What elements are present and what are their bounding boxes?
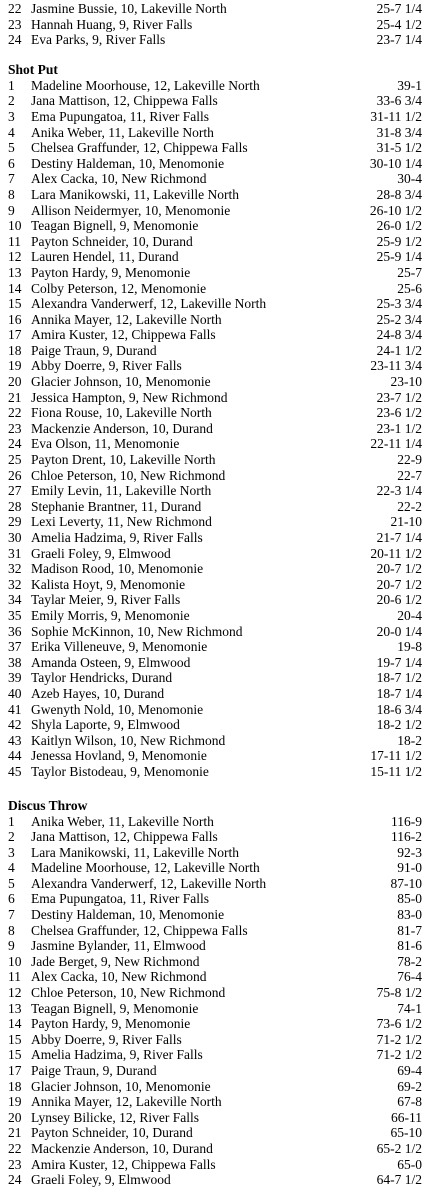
athlete: Graeli Foley, 9, Elmwood xyxy=(31,1172,171,1188)
mark: 78-2 xyxy=(397,953,422,969)
place: 2 xyxy=(8,93,15,109)
mark: 71-2 1/2 xyxy=(376,1047,422,1063)
mark: 25-2 3/4 xyxy=(376,311,422,327)
mark: 25-3 3/4 xyxy=(376,296,422,312)
athlete: Lauren Hendel, 11, Durand xyxy=(31,249,179,265)
discus-throw-results xyxy=(0,814,447,1188)
result-row xyxy=(0,733,447,749)
result-row xyxy=(0,702,447,718)
mark: 23-11 3/4 xyxy=(370,358,422,374)
result-row xyxy=(0,686,447,702)
place: 7 xyxy=(8,907,15,923)
place: 35 xyxy=(8,607,22,623)
athlete: Teagan Bignell, 9, Menomonie xyxy=(31,218,199,234)
athlete: Chloe Peterson, 10, New Richmond xyxy=(31,985,226,1001)
result-row xyxy=(0,592,447,608)
result-row xyxy=(0,343,447,359)
athlete: Jessica Hampton, 9, New Richmond xyxy=(31,389,228,405)
mark: 87-10 xyxy=(390,875,422,891)
athlete: Gwenyth Nold, 10, Menomonie xyxy=(31,701,204,717)
result-row xyxy=(0,1141,447,1157)
mark: 25-7 1/4 xyxy=(376,1,422,16)
mark: 19-7 1/4 xyxy=(376,654,422,670)
athlete: Amanda Osteen, 9, Elmwood xyxy=(31,654,191,670)
result-row xyxy=(0,281,447,297)
result-row xyxy=(0,203,447,219)
athlete: Payton Schneider, 10, Durand xyxy=(31,1125,193,1141)
athlete: Mackenzie Anderson, 10, Durand xyxy=(31,1140,213,1156)
place: 1 xyxy=(8,77,15,93)
result-row xyxy=(0,125,447,141)
athlete: Emily Morris, 9, Menomonie xyxy=(31,607,190,623)
athlete: Alexandra Vanderwerf, 12, Lakeville North xyxy=(31,875,267,891)
mark: 23-6 1/2 xyxy=(376,405,422,421)
mark: 25-9 1/4 xyxy=(376,249,422,265)
result-row xyxy=(0,1001,447,1017)
result-row xyxy=(0,876,447,892)
mark: 39-1 xyxy=(397,77,422,93)
athlete: Alex Cacka, 10, New Richmond xyxy=(31,969,207,985)
result-row xyxy=(0,860,447,876)
place: 17 xyxy=(8,327,22,343)
athlete: Payton Hardy, 9, Menomonie xyxy=(31,264,191,280)
mark: 25-9 1/2 xyxy=(376,233,422,249)
mark: 23-10 xyxy=(390,374,422,390)
result-row xyxy=(0,405,447,421)
mark: 33-6 3/4 xyxy=(376,93,422,109)
athlete: Abby Doerre, 9, River Falls xyxy=(31,358,182,374)
place: 28 xyxy=(8,498,22,514)
place: 25 xyxy=(8,452,22,468)
result-row xyxy=(0,546,447,562)
place: 19 xyxy=(8,1094,22,1110)
mark: 92-3 xyxy=(397,844,422,860)
mark: 64-7 1/2 xyxy=(376,1172,422,1188)
athlete: Azeb Hayes, 10, Durand xyxy=(31,685,165,701)
result-row xyxy=(0,717,447,733)
mark: 22-9 xyxy=(397,452,422,468)
mark: 18-7 1/2 xyxy=(376,670,422,686)
result-row xyxy=(0,17,447,33)
mark: 18-2 xyxy=(397,732,422,748)
place: 45 xyxy=(8,763,22,779)
mark: 28-8 3/4 xyxy=(376,186,422,202)
result-row xyxy=(0,748,447,764)
athlete: Payton Hardy, 9, Menomonie xyxy=(31,1016,191,1032)
athlete: Sophie McKinnon, 10, New Richmond xyxy=(31,623,243,639)
mark: 65-0 xyxy=(397,1156,422,1172)
mark: 81-7 xyxy=(397,922,422,938)
result-row xyxy=(0,561,447,577)
result-row xyxy=(0,265,447,281)
result-row xyxy=(0,1063,447,1079)
place: 13 xyxy=(8,264,22,280)
result-row xyxy=(0,1094,447,1110)
place: 43 xyxy=(8,732,22,748)
mark: 67-8 xyxy=(397,1094,422,1110)
place: 12 xyxy=(8,249,22,265)
result-row xyxy=(0,1,447,17)
athlete: Hannah Huang, 9, River Falls xyxy=(31,16,193,32)
result-row xyxy=(0,923,447,939)
place: 9 xyxy=(8,202,15,218)
mark: 18-7 1/4 xyxy=(376,685,422,701)
place: 15 xyxy=(8,296,22,312)
mark: 24-1 1/2 xyxy=(376,342,422,358)
result-row xyxy=(0,655,447,671)
discus-throw-section xyxy=(0,798,447,1188)
place: 21 xyxy=(8,1125,22,1141)
mark: 66-11 xyxy=(391,1109,422,1125)
athlete: Erika Villeneuve, 9, Menomonie xyxy=(31,639,208,655)
athlete: Teagan Bignell, 9, Menomonie xyxy=(31,1000,199,1016)
place: 22 xyxy=(8,1140,22,1156)
mark: 31-8 3/4 xyxy=(376,124,422,140)
shot-put-section xyxy=(0,62,447,780)
place: 5 xyxy=(8,875,15,891)
mark: 69-4 xyxy=(397,1063,422,1078)
mark: 23-1 1/2 xyxy=(376,420,422,436)
mark: 19-8 xyxy=(397,639,422,655)
mark: 81-6 xyxy=(397,938,422,954)
athlete: Chelsea Graffunder, 12, Chippewa Falls xyxy=(31,140,248,156)
mark: 65-10 xyxy=(390,1125,422,1141)
athlete: Jasmine Bussie, 10, Lakeville North xyxy=(31,1,227,16)
discus-throw-heading: Discus Throw xyxy=(8,797,88,813)
athlete: Amelia Hadzima, 9, River Falls xyxy=(31,1047,203,1063)
result-row xyxy=(0,1125,447,1141)
result-row xyxy=(0,639,447,655)
mark: 30-4 xyxy=(397,171,422,187)
place: 22 xyxy=(8,1,22,16)
athlete: Ema Pupungatoa, 11, River Falls xyxy=(31,891,209,907)
place: 23 xyxy=(8,1156,22,1172)
place: 22 xyxy=(8,405,22,421)
place: 11 xyxy=(8,969,21,985)
mark: 31-5 1/2 xyxy=(376,140,422,156)
athlete: Lara Manikowski, 11, Lakeville North xyxy=(31,844,239,860)
result-row xyxy=(0,249,447,265)
result-row xyxy=(0,954,447,970)
result-row xyxy=(0,32,447,48)
mark: 20-7 1/2 xyxy=(376,576,422,592)
result-row xyxy=(0,907,447,923)
place: 9 xyxy=(8,938,15,954)
mark: 85-0 xyxy=(397,891,422,907)
mark: 73-6 1/2 xyxy=(376,1016,422,1032)
mark: 31-11 1/2 xyxy=(370,108,422,124)
mark: 18-2 1/2 xyxy=(376,717,422,733)
result-row xyxy=(0,374,447,390)
athlete: Allison Neidermyer, 10, Menomonie xyxy=(31,202,231,218)
result-row xyxy=(0,985,447,1001)
result-row xyxy=(0,234,447,250)
shot-put-heading: Shot Put xyxy=(8,61,58,77)
result-row xyxy=(0,1032,447,1048)
mark: 25-7 xyxy=(397,264,422,280)
mark: 25-6 xyxy=(397,280,422,296)
athlete: Kaitlyn Wilson, 10, New Richmond xyxy=(31,732,226,748)
athlete: Eva Olson, 11, Menomonie xyxy=(31,436,180,452)
place: 23 xyxy=(8,16,22,32)
athlete: Glacier Johnson, 10, Menomonie xyxy=(31,374,211,390)
athlete: Madison Rood, 10, Menomonie xyxy=(31,561,204,577)
result-row xyxy=(0,938,447,954)
place: 42 xyxy=(8,717,22,733)
athlete: Destiny Haldeman, 10, Menomonie xyxy=(31,155,225,171)
place: 34 xyxy=(8,592,22,608)
continued-results-list xyxy=(0,0,447,48)
place: 8 xyxy=(8,922,15,938)
result-row xyxy=(0,93,447,109)
mark: 75-8 1/2 xyxy=(376,985,422,1001)
place: 16 xyxy=(8,311,22,327)
place: 14 xyxy=(8,280,22,296)
place: 15 xyxy=(8,1047,22,1063)
athlete: Anika Weber, 11, Lakeville North xyxy=(31,813,214,829)
mark: 24-8 3/4 xyxy=(376,327,422,343)
mark: 22-3 1/4 xyxy=(376,483,422,499)
mark: 21-10 xyxy=(390,514,422,530)
result-row xyxy=(0,390,447,406)
place: 6 xyxy=(8,891,15,907)
result-row xyxy=(0,1047,447,1063)
athlete: Amira Kuster, 12, Chippewa Falls xyxy=(31,1156,216,1172)
mark: 91-0 xyxy=(397,860,422,876)
athlete: Payton Schneider, 10, Durand xyxy=(31,233,193,249)
place: 14 xyxy=(8,1016,22,1032)
athlete: Madeline Moorhouse, 12, Lakeville North xyxy=(31,860,260,876)
athlete: Alex Cacka, 10, New Richmond xyxy=(31,171,207,187)
athlete: Annika Mayer, 12, Lakeville North xyxy=(31,1094,222,1110)
result-row xyxy=(0,829,447,845)
result-row xyxy=(0,514,447,530)
athlete: Anika Weber, 11, Lakeville North xyxy=(31,124,214,140)
place: 5 xyxy=(8,140,15,156)
place: 17 xyxy=(8,1063,22,1078)
athlete: Paige Traun, 9, Durand xyxy=(31,1063,157,1078)
mark: 69-2 xyxy=(397,1078,422,1094)
place: 4 xyxy=(8,124,15,140)
result-row xyxy=(0,483,447,499)
athlete: Destiny Haldeman, 10, Menomonie xyxy=(31,907,225,923)
place: 40 xyxy=(8,685,22,701)
place: 26 xyxy=(8,467,22,483)
athlete: Shyla Laporte, 9, Elmwood xyxy=(31,717,180,733)
mark: 71-2 1/2 xyxy=(376,1031,422,1047)
athlete: Graeli Foley, 9, Elmwood xyxy=(31,545,171,561)
mark: 23-7 1/4 xyxy=(376,32,422,48)
place: 24 xyxy=(8,1172,22,1188)
athlete: Kalista Hoyt, 9, Menomonie xyxy=(31,576,186,592)
athlete: Jana Mattison, 12, Chippewa Falls xyxy=(31,93,218,109)
mark: 26-10 1/2 xyxy=(369,202,422,218)
place: 23 xyxy=(8,420,22,436)
place: 1 xyxy=(8,813,15,829)
place: 39 xyxy=(8,670,22,686)
athlete: Payton Drent, 10, Lakeville North xyxy=(31,452,216,468)
place: 3 xyxy=(8,108,15,124)
mark: 20-7 1/2 xyxy=(376,561,422,577)
place: 18 xyxy=(8,1078,22,1094)
result-row xyxy=(0,1157,447,1173)
place: 12 xyxy=(8,985,22,1001)
result-row xyxy=(0,969,447,985)
place: 19 xyxy=(8,358,22,374)
place: 3 xyxy=(8,844,15,860)
mark: 83-0 xyxy=(397,907,422,923)
athlete: Jasmine Bylander, 11, Elmwood xyxy=(31,938,206,954)
mark: 116-2 xyxy=(391,829,422,845)
place: 41 xyxy=(8,701,22,717)
result-row xyxy=(0,436,447,452)
result-row xyxy=(0,140,447,156)
place: 24 xyxy=(8,32,22,48)
mark: 20-4 xyxy=(397,607,422,623)
athlete: Annika Mayer, 12, Lakeville North xyxy=(31,311,222,327)
mark: 20-0 1/4 xyxy=(376,623,422,639)
place: 30 xyxy=(8,530,22,545)
athlete: Abby Doerre, 9, River Falls xyxy=(31,1031,182,1047)
result-row xyxy=(0,452,447,468)
mark: 65-2 1/2 xyxy=(376,1140,422,1156)
result-row xyxy=(0,624,447,640)
result-row xyxy=(0,814,447,830)
mark: 74-1 xyxy=(397,1000,422,1016)
athlete: Paige Traun, 9, Durand xyxy=(31,342,157,358)
mark: 26-0 1/2 xyxy=(376,218,422,234)
result-row xyxy=(0,296,447,312)
place: 18 xyxy=(8,342,22,358)
result-row xyxy=(0,499,447,515)
place: 36 xyxy=(8,623,22,639)
athlete: Fiona Rouse, 10, Lakeville North xyxy=(31,405,212,421)
mark: 22-2 xyxy=(397,498,422,514)
result-row xyxy=(0,530,447,546)
result-row xyxy=(0,845,447,861)
result-row xyxy=(0,218,447,234)
mark: 22-7 xyxy=(397,467,422,483)
result-row xyxy=(0,468,447,484)
mark: 30-10 1/4 xyxy=(369,155,422,171)
place: 10 xyxy=(8,953,22,969)
athlete: Taylor Bistodeau, 9, Menomonie xyxy=(31,763,209,779)
athlete: Ema Pupungatoa, 11, River Falls xyxy=(31,108,209,124)
mark: 23-7 1/2 xyxy=(376,389,422,405)
athlete: Lynsey Bilicke, 12, River Falls xyxy=(31,1109,199,1125)
result-row xyxy=(0,171,447,187)
place: 32 xyxy=(8,576,22,592)
place: 44 xyxy=(8,748,22,764)
athlete: Eva Parks, 9, River Falls xyxy=(31,32,166,48)
result-row xyxy=(0,1016,447,1032)
shot-put-results xyxy=(0,78,447,780)
place: 15 xyxy=(8,1031,22,1047)
result-row xyxy=(0,421,447,437)
mark: 17-11 1/2 xyxy=(370,748,422,764)
athlete: Amelia Hadzima, 9, River Falls xyxy=(31,530,203,545)
athlete: Colby Peterson, 12, Menomonie xyxy=(31,280,207,296)
result-row xyxy=(0,1110,447,1126)
athlete: Taylor Hendricks, Durand xyxy=(31,670,173,686)
result-row xyxy=(0,1079,447,1095)
athlete: Amira Kuster, 12, Chippewa Falls xyxy=(31,327,216,343)
mark: 20-11 1/2 xyxy=(370,545,422,561)
athlete: Chloe Peterson, 10, New Richmond xyxy=(31,467,226,483)
athlete: Lexi Leverty, 11, New Richmond xyxy=(31,514,212,530)
place: 38 xyxy=(8,654,22,670)
place: 20 xyxy=(8,374,22,390)
place: 7 xyxy=(8,171,15,187)
place: 6 xyxy=(8,155,15,171)
place: 27 xyxy=(8,483,22,499)
result-row xyxy=(0,670,447,686)
athlete: Taylar Meier, 9, River Falls xyxy=(31,592,181,608)
athlete: Madeline Moorhouse, 12, Lakeville North xyxy=(31,77,260,93)
mark: 15-11 1/2 xyxy=(370,763,422,779)
mark: 76-4 xyxy=(397,969,422,985)
result-row xyxy=(0,187,447,203)
athlete: Chelsea Graffunder, 12, Chippewa Falls xyxy=(31,922,248,938)
place: 21 xyxy=(8,389,22,405)
place: 2 xyxy=(8,829,15,845)
mark: 25-4 1/2 xyxy=(376,16,422,32)
athlete: Jana Mattison, 12, Chippewa Falls xyxy=(31,829,218,845)
place: 20 xyxy=(8,1109,22,1125)
result-row xyxy=(0,327,447,343)
place: 29 xyxy=(8,514,22,530)
mark: 116-9 xyxy=(391,813,422,829)
mark: 22-11 1/4 xyxy=(370,436,422,452)
place: 32 xyxy=(8,561,22,577)
result-row xyxy=(0,891,447,907)
place: 4 xyxy=(8,860,15,876)
athlete: Alexandra Vanderwerf, 12, Lakeville North xyxy=(31,296,267,312)
mark: 20-6 1/2 xyxy=(376,592,422,608)
mark: 18-6 3/4 xyxy=(376,701,422,717)
result-row xyxy=(0,577,447,593)
result-row xyxy=(0,1172,447,1188)
result-row xyxy=(0,608,447,624)
athlete: Jade Berget, 9, New Richmond xyxy=(31,953,200,969)
result-row xyxy=(0,78,447,94)
result-row xyxy=(0,358,447,374)
result-row xyxy=(0,312,447,328)
place: 37 xyxy=(8,639,22,655)
place: 11 xyxy=(8,233,21,249)
place: 13 xyxy=(8,1000,22,1016)
athlete: Lara Manikowski, 11, Lakeville North xyxy=(31,186,239,202)
place: 31 xyxy=(8,545,22,561)
mark: 21-7 1/4 xyxy=(376,530,422,545)
athlete: Stephanie Brantner, 11, Durand xyxy=(31,498,202,514)
athlete: Jenessa Hovland, 9, Menomonie xyxy=(31,748,207,764)
athlete: Glacier Johnson, 10, Menomonie xyxy=(31,1078,211,1094)
place: 24 xyxy=(8,436,22,452)
result-row xyxy=(0,156,447,172)
result-row xyxy=(0,764,447,780)
result-row xyxy=(0,109,447,125)
athlete: Mackenzie Anderson, 10, Durand xyxy=(31,420,213,436)
place: 8 xyxy=(8,186,15,202)
athlete: Emily Levin, 11, Lakeville North xyxy=(31,483,212,499)
place: 10 xyxy=(8,218,22,234)
